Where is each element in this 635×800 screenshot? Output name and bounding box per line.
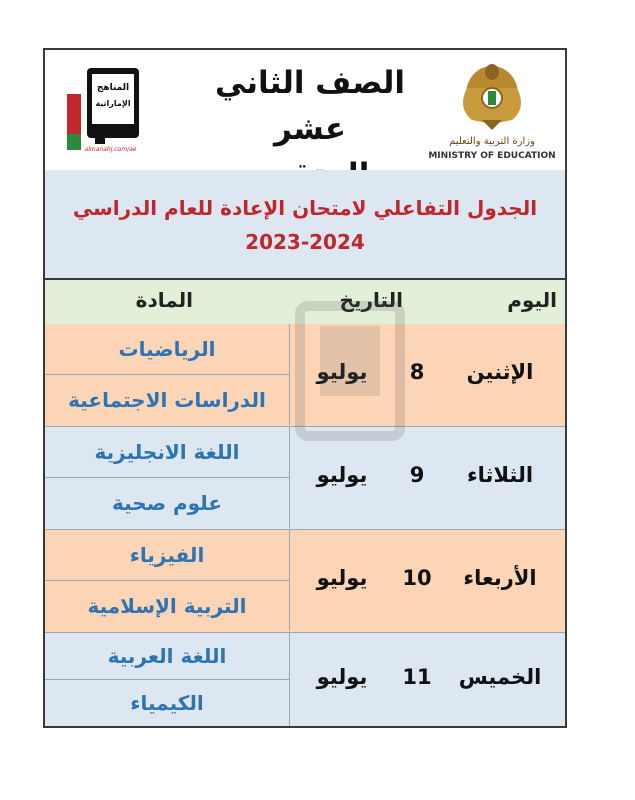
- ministry-name-ar: وزارة التربية والتعليم: [449, 136, 535, 147]
- subject-cell: التربية الإسلامية: [45, 581, 290, 631]
- column-header-date: التاريخ: [339, 288, 403, 312]
- falcon-emblem-icon: [463, 64, 521, 130]
- column-header-subject: المادة: [135, 288, 193, 312]
- schedule-banner: [45, 170, 565, 280]
- column-headers: [45, 280, 565, 325]
- date-day-number: 8: [409, 360, 425, 384]
- subject-cell: الفيزياء: [45, 530, 290, 581]
- exam-day-row: [45, 427, 565, 530]
- day-name: الثلاثاء: [466, 463, 534, 487]
- subject-cell: اللغة الانجليزية: [45, 427, 290, 478]
- subject-cell: اللغة العربية: [45, 633, 290, 680]
- exam-day-row: [45, 530, 565, 633]
- exam-day-row: [45, 633, 565, 726]
- subject-cell: علوم صحية: [45, 478, 290, 528]
- day-name: الإثنين: [466, 360, 534, 384]
- title-line1: الصف الثاني عشر: [214, 65, 406, 147]
- ministry-name-en: MINISTRY OF EDUCATION: [428, 151, 556, 161]
- date-month: يوليو: [316, 665, 368, 689]
- subject-cell: الكيمياء: [45, 680, 290, 726]
- ministry-emblem: [427, 58, 557, 163]
- day-name: الخميس: [458, 665, 542, 689]
- subject-cell: الرياضيات: [45, 324, 290, 375]
- logo-url: almanahj.com/ae: [84, 146, 137, 153]
- banner-year: 2023-2024: [245, 230, 365, 254]
- banner-title: الجدول التفاعلي لامتحان الإعادة للعام الدراسي: [72, 196, 538, 220]
- column-header-day: اليوم: [507, 288, 557, 312]
- date-month: يوليو: [316, 463, 368, 487]
- date-day-number: 10: [402, 566, 432, 590]
- schedule-frame: [43, 48, 567, 728]
- subject-cell: الدراسات الاجتماعية: [45, 375, 290, 425]
- date-day-number: 9: [409, 463, 425, 487]
- date-month: يوليو: [316, 566, 368, 590]
- logo-text-line1: المناهج: [96, 83, 130, 93]
- day-name: الأربعاء: [463, 566, 537, 590]
- date-month: يوليو: [316, 360, 368, 384]
- header: [45, 50, 565, 172]
- logo-text-line2: الإماراتية: [95, 99, 131, 108]
- exam-day-row: [45, 324, 565, 427]
- date-day-number: 11: [402, 665, 432, 689]
